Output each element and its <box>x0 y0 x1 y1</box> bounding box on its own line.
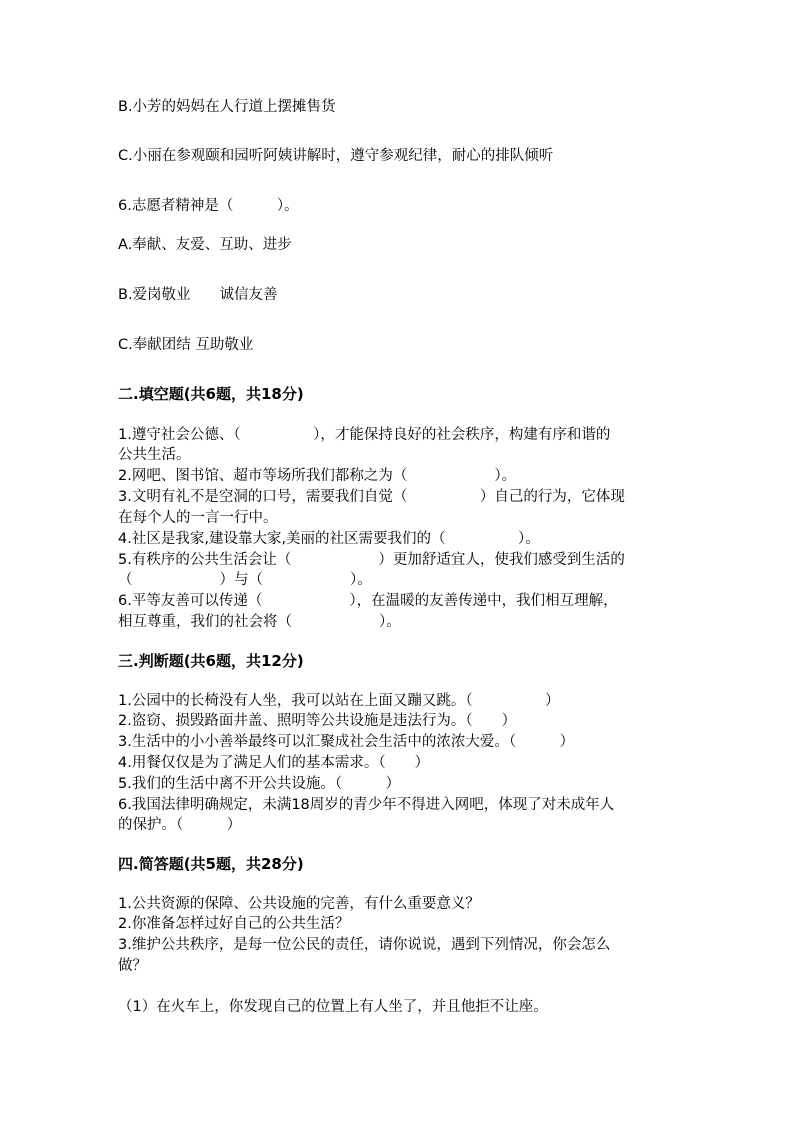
section3-heading: 三.判断题(共6题，共12分) <box>118 652 304 670</box>
section2-line: 5.有秩序的公共生活会让（ ）更加舒适宜人，使我们感受到生活的 <box>118 552 625 568</box>
q5-option-b: B.小芳的妈妈在人行道上摆摊售货 <box>118 99 336 115</box>
section2-line: 6.平等友善可以传递（ ），在温暖的友善传递中，我们相互理解， <box>118 593 618 609</box>
section4-heading: 四.简答题(共5题，共28分) <box>118 855 304 873</box>
q6-option-a: A.奉献、友爱、互助、进步 <box>118 237 292 253</box>
section2-line: 公共生活。 <box>118 447 191 463</box>
section4-line: 1.公共资源的保障、公共设施的完善，有什么重要意义？ <box>118 896 480 912</box>
section3-line: 3.生活中的小小善举最终可以汇聚成社会生活中的浓浓大爱。（ ） <box>118 734 575 750</box>
section2-line: 1.遵守社会公德、（ ），才能保持良好的社会秩序，构建有序和谐的 <box>118 427 611 443</box>
section3-line: 1.公园中的长椅没有人坐，我可以站在上面又蹦又跳。（ ） <box>118 693 560 709</box>
q6-stem: 6.志愿者精神是（ ）。 <box>118 198 299 214</box>
section3-line: 5.我们的生活中离不开公共设施。（ ） <box>118 776 401 792</box>
q6-option-b: B.爱岗敬业 诚信友善 <box>118 287 278 303</box>
section4-sub-item: （1）在火车上，你发现自己的位置上有人坐了，并且他拒不让座。 <box>118 999 548 1015</box>
section2-line: 3.文明有礼不是空洞的口号，需要我们自觉（ ）自己的行为，它体现 <box>118 489 625 505</box>
section2-line: 4.社区是我家,建设靠大家,美丽的社区需要我们的（ ）。 <box>118 531 540 547</box>
section2-heading: 二.填空题(共6题，共18分) <box>118 385 304 403</box>
q6-option-c: C.奉献团结 互助敬业 <box>118 337 254 353</box>
section4-line: 3.维护公共秩序，是每一位公民的责任，请你说说，遇到下列情况，你会怎么 <box>118 937 611 953</box>
section3-line: 6.我国法律明确规定，未满18周岁的青少年不得进入网吧，体现了对未成年人 <box>118 797 615 813</box>
section4-line: 做？ <box>118 958 147 974</box>
section2-line: 在每个人的一言一行中。 <box>118 510 278 526</box>
section2-line: （ ）与（ ）。 <box>118 572 372 588</box>
section2-line: 相互尊重，我们的社会将（ ）。 <box>118 614 401 630</box>
q5-option-c: C.小丽在参观颐和园听阿姨讲解时，遵守参观纪律，耐心的排队倾听 <box>118 148 554 164</box>
section2-line: 2.网吧、图书馆、超市等场所我们都称之为（ ）。 <box>118 468 517 484</box>
section4-line: 2.你准备怎样过好自己的公共生活？ <box>118 916 350 932</box>
section3-line: 4.用餐仅仅是为了满足人们的基本需求。（ ） <box>118 755 430 771</box>
section3-line: 2.盗窃、损毁路面井盖、照明等公共设施是违法行为。（ ） <box>118 713 517 729</box>
section3-line: 的保护。（ ） <box>118 817 242 833</box>
